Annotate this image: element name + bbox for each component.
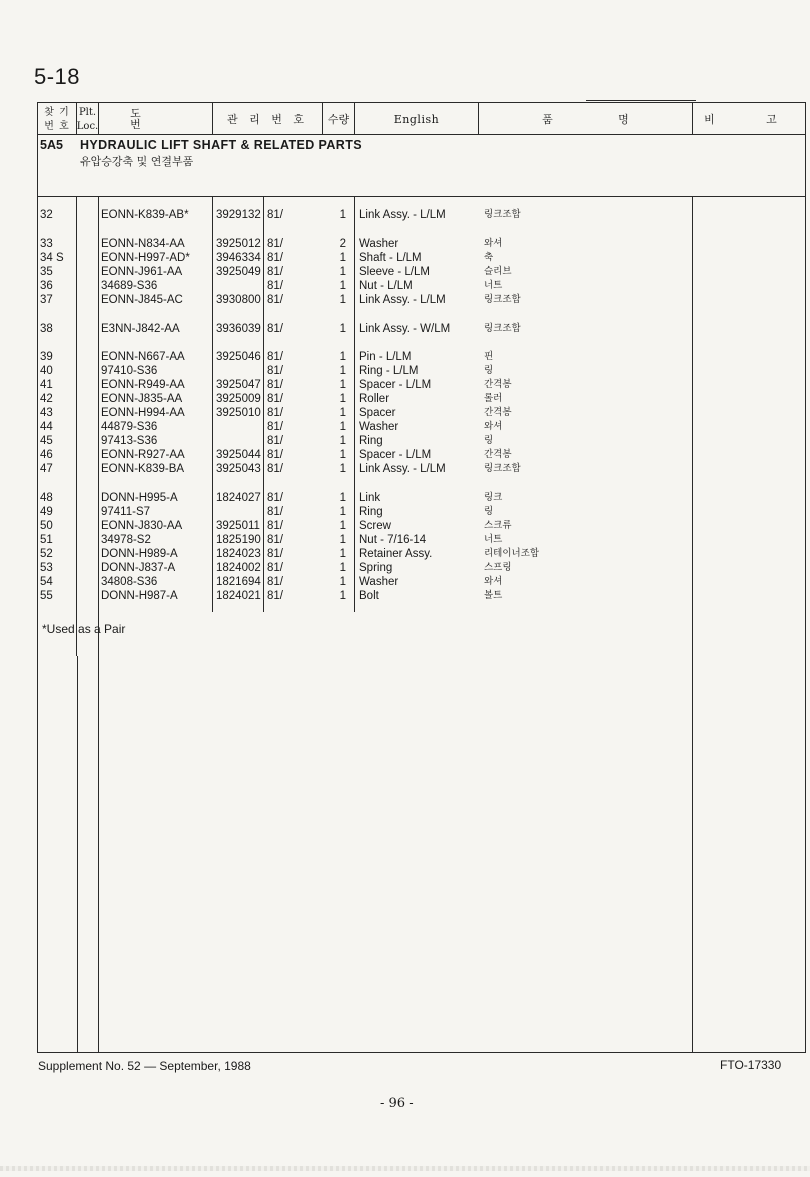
ref-number: 47 bbox=[40, 463, 53, 475]
quantity: 1 bbox=[339, 548, 346, 560]
quantity: 1 bbox=[339, 421, 346, 433]
english-name: Screw bbox=[359, 520, 391, 532]
english-name: Washer bbox=[359, 576, 399, 588]
quantity: 1 bbox=[339, 463, 346, 475]
part-number: EONN-J835-AA bbox=[101, 393, 183, 405]
quantity: 2 bbox=[339, 238, 346, 250]
mgmt-number: 3925012 bbox=[216, 238, 261, 250]
table-row bbox=[0, 364, 810, 378]
ref-number: 50 bbox=[40, 520, 53, 532]
part-number: 34689-S36 bbox=[101, 280, 158, 292]
ref-number: 33 bbox=[40, 238, 53, 250]
part-number: DONN-H987-A bbox=[101, 590, 178, 602]
english-name: Nut - 7/16-14 bbox=[359, 534, 427, 546]
english-name: Link Assy. - L/LM bbox=[359, 294, 446, 306]
english-name: Bolt bbox=[359, 590, 379, 602]
quantity: 1 bbox=[339, 506, 346, 518]
scan-artifact bbox=[0, 1166, 810, 1171]
mgmt-suffix: 81/ bbox=[267, 379, 283, 391]
ref-number: 45 bbox=[40, 435, 53, 447]
quantity: 1 bbox=[339, 435, 346, 447]
part-number: 97413-S36 bbox=[101, 435, 158, 447]
ref-number: 54 bbox=[40, 576, 53, 588]
section-divider bbox=[37, 196, 806, 197]
ref-number: 55 bbox=[40, 590, 53, 602]
body-col-divider bbox=[77, 656, 78, 1053]
ref-number: 37 bbox=[40, 294, 53, 306]
mgmt-suffix: 81/ bbox=[267, 280, 283, 292]
table-row bbox=[0, 392, 810, 406]
english-name: Link Assy. - L/LM bbox=[359, 463, 446, 475]
document-number: FTO-17330 bbox=[720, 1058, 782, 1072]
mgmt-number: 1821694 bbox=[216, 576, 261, 588]
ref-number: 51 bbox=[40, 534, 53, 546]
quantity: 1 bbox=[339, 365, 346, 377]
mgmt-suffix: 81/ bbox=[267, 449, 283, 461]
ref-number: 53 bbox=[40, 562, 53, 574]
table-row bbox=[0, 533, 810, 547]
korean-name: 간격봉 bbox=[484, 407, 512, 418]
part-number: EONN-R927-AA bbox=[101, 449, 185, 461]
part-number: DONN-J837-A bbox=[101, 562, 176, 574]
english-name: Washer bbox=[359, 238, 399, 250]
mgmt-number: 1825190 bbox=[216, 534, 261, 546]
ref-number: 34 S bbox=[40, 252, 64, 264]
table-row bbox=[0, 251, 810, 265]
part-number: EONN-H997-AD* bbox=[101, 252, 190, 264]
mgmt-suffix: 81/ bbox=[267, 492, 283, 504]
table-row bbox=[0, 434, 810, 448]
ref-number: 40 bbox=[40, 365, 53, 377]
ref-number: 39 bbox=[40, 351, 53, 363]
korean-name: 핀 bbox=[484, 351, 494, 362]
mgmt-number: 3925043 bbox=[216, 463, 261, 475]
korean-name: 너트 bbox=[484, 280, 503, 291]
table-row bbox=[0, 208, 810, 222]
quantity: 1 bbox=[339, 562, 346, 574]
pair-note: *Used as a Pair bbox=[42, 622, 126, 636]
korean-name: 롤러 bbox=[484, 393, 503, 404]
header-remarks-b: 고 bbox=[766, 112, 778, 126]
ref-number: 48 bbox=[40, 492, 53, 504]
table-row bbox=[0, 350, 810, 364]
header-ref bbox=[38, 104, 76, 134]
mgmt-suffix: 81/ bbox=[267, 393, 283, 405]
english-name: Ring - L/LM bbox=[359, 365, 419, 377]
korean-name: 간격봉 bbox=[484, 379, 512, 390]
mgmt-number: 3925044 bbox=[216, 449, 261, 461]
header-remarks-a: 비 bbox=[704, 112, 716, 126]
table-row bbox=[0, 505, 810, 519]
part-number: EONN-N667-AA bbox=[101, 351, 185, 363]
table-row bbox=[0, 462, 810, 476]
page-label: 5-18 bbox=[34, 64, 81, 89]
mgmt-number: 3925009 bbox=[216, 393, 261, 405]
part-number: E3NN-J842-AA bbox=[101, 323, 180, 335]
header-korean-a: 품 bbox=[542, 112, 554, 126]
mgmt-suffix: 81/ bbox=[267, 421, 283, 433]
ref-number: 35 bbox=[40, 266, 53, 278]
section-title: HYDRAULIC LIFT SHAFT & RELATED PARTS bbox=[80, 138, 362, 152]
english-name: Roller bbox=[359, 393, 390, 405]
mgmt-suffix: 81/ bbox=[267, 252, 283, 264]
mgmt-suffix: 81/ bbox=[267, 506, 283, 518]
korean-name: 링 bbox=[484, 506, 494, 517]
english-name: Retainer Assy. bbox=[359, 548, 433, 560]
table-row bbox=[0, 547, 810, 561]
ref-number: 36 bbox=[40, 280, 53, 292]
ref-number: 32 bbox=[40, 209, 53, 221]
mgmt-suffix: 81/ bbox=[267, 266, 283, 278]
header-plt bbox=[77, 104, 98, 134]
part-number: EONN-H994-AA bbox=[101, 407, 185, 419]
mgmt-number: 3925047 bbox=[216, 379, 261, 391]
quantity: 1 bbox=[339, 576, 346, 588]
part-number: DONN-H989-A bbox=[101, 548, 178, 560]
mgmt-suffix: 81/ bbox=[267, 351, 283, 363]
part-number: DONN-H995-A bbox=[101, 492, 178, 504]
quantity: 1 bbox=[339, 266, 346, 278]
mgmt-number: 1824023 bbox=[216, 548, 261, 560]
korean-name: 링크조합 bbox=[484, 463, 521, 474]
part-number: EONN-J845-AC bbox=[101, 294, 183, 306]
quantity: 1 bbox=[339, 351, 346, 363]
part-number: EONN-R949-AA bbox=[101, 379, 185, 391]
mgmt-number: 1824021 bbox=[216, 590, 261, 602]
part-number: EONN-N834-AA bbox=[101, 238, 185, 250]
supplement-footer: Supplement No. 52 — September, 1988 bbox=[38, 1059, 251, 1073]
header-top-mark bbox=[586, 100, 696, 101]
english-name: Ring bbox=[359, 435, 383, 447]
quantity: 1 bbox=[339, 449, 346, 461]
quantity: 1 bbox=[339, 534, 346, 546]
korean-name: 와셔 bbox=[484, 576, 503, 587]
header-col-divider bbox=[478, 102, 479, 134]
mgmt-number: 3925010 bbox=[216, 407, 261, 419]
table-row bbox=[0, 575, 810, 589]
ref-number: 46 bbox=[40, 449, 53, 461]
part-number: 34978-S2 bbox=[101, 534, 151, 546]
header-ref-line2: 번 호 bbox=[44, 120, 70, 132]
header-korean-b: 명 bbox=[618, 112, 630, 126]
english-name: Link Assy. - L/LM bbox=[359, 209, 446, 221]
part-number: 44879-S36 bbox=[101, 421, 158, 433]
mgmt-number: 1824027 bbox=[216, 492, 261, 504]
part-number: 97411-S7 bbox=[101, 506, 151, 518]
korean-name: 링크조합 bbox=[484, 209, 521, 220]
page-number: - 96 - bbox=[380, 1096, 414, 1111]
section-subtitle: 유압승강축 및 연결부품 bbox=[80, 155, 194, 168]
korean-name: 리테이너조합 bbox=[484, 548, 540, 559]
english-name: Spacer - L/LM bbox=[359, 449, 432, 461]
mgmt-number: 3930800 bbox=[216, 294, 261, 306]
part-number: 97410-S36 bbox=[101, 365, 158, 377]
korean-name: 축 bbox=[484, 252, 494, 263]
korean-name: 간격봉 bbox=[484, 449, 512, 460]
table-row bbox=[0, 420, 810, 434]
quantity: 1 bbox=[339, 492, 346, 504]
ref-number: 43 bbox=[40, 407, 53, 419]
mgmt-number: 3946334 bbox=[216, 252, 261, 264]
mgmt-suffix: 81/ bbox=[267, 562, 283, 574]
english-name: Spacer bbox=[359, 407, 396, 419]
korean-name: 슬리브 bbox=[484, 266, 512, 277]
header-plt-line2: Loc. bbox=[76, 120, 99, 132]
quantity: 1 bbox=[339, 323, 346, 335]
english-name: Spacer - L/LM bbox=[359, 379, 432, 391]
ref-number: 41 bbox=[40, 379, 53, 391]
table-row bbox=[0, 265, 810, 279]
english-name: Link bbox=[359, 492, 381, 504]
mgmt-suffix: 81/ bbox=[267, 548, 283, 560]
mgmt-suffix: 81/ bbox=[267, 365, 283, 377]
korean-name: 링크조합 bbox=[484, 323, 521, 334]
korean-name: 스프링 bbox=[484, 562, 512, 573]
table-row bbox=[0, 561, 810, 575]
ref-number: 42 bbox=[40, 393, 53, 405]
mgmt-suffix: 81/ bbox=[267, 238, 283, 250]
korean-name: 링 bbox=[484, 365, 494, 376]
korean-name: 스크류 bbox=[484, 520, 512, 531]
part-number: EONN-J830-AA bbox=[101, 520, 183, 532]
mgmt-number: 3936039 bbox=[216, 323, 261, 335]
mgmt-suffix: 81/ bbox=[267, 520, 283, 532]
mgmt-suffix: 81/ bbox=[267, 576, 283, 588]
table-row bbox=[0, 322, 810, 336]
table-row bbox=[0, 378, 810, 392]
ref-number: 44 bbox=[40, 421, 53, 433]
english-name: Nut - L/LM bbox=[359, 280, 413, 292]
quantity: 1 bbox=[339, 252, 346, 264]
ref-number: 38 bbox=[40, 323, 53, 335]
mgmt-suffix: 81/ bbox=[267, 463, 283, 475]
quantity: 1 bbox=[339, 407, 346, 419]
quantity: 1 bbox=[339, 280, 346, 292]
section-code: 5A5 bbox=[40, 138, 63, 152]
korean-name: 링크 bbox=[484, 492, 503, 503]
header-mgmt: 관 리 번 호 bbox=[227, 112, 308, 126]
mgmt-suffix: 81/ bbox=[267, 323, 283, 335]
table-row bbox=[0, 406, 810, 420]
english-name: Washer bbox=[359, 421, 399, 433]
korean-name: 링 bbox=[484, 435, 494, 446]
part-number: EONN-K839-BA bbox=[101, 463, 185, 475]
table-row bbox=[0, 491, 810, 505]
korean-name: 와셔 bbox=[484, 421, 503, 432]
quantity: 1 bbox=[339, 520, 346, 532]
table-row bbox=[0, 293, 810, 307]
mgmt-suffix: 81/ bbox=[267, 407, 283, 419]
mgmt-number: 3925011 bbox=[216, 520, 260, 532]
english-name: Pin - L/LM bbox=[359, 351, 412, 363]
quantity: 1 bbox=[339, 209, 346, 221]
mgmt-number: 3925046 bbox=[216, 351, 261, 363]
mgmt-number: 3925049 bbox=[216, 266, 261, 278]
korean-name: 볼트 bbox=[484, 590, 503, 601]
quantity: 1 bbox=[339, 379, 346, 391]
korean-name: 링크조합 bbox=[484, 294, 521, 305]
table-row bbox=[0, 279, 810, 293]
ref-number: 52 bbox=[40, 548, 53, 560]
part-number: EONN-J961-AA bbox=[101, 266, 183, 278]
mgmt-number: 1824002 bbox=[216, 562, 261, 574]
english-name: Shaft - L/LM bbox=[359, 252, 422, 264]
header-col-divider bbox=[692, 102, 693, 134]
quantity: 1 bbox=[339, 393, 346, 405]
header-english: English bbox=[393, 112, 440, 126]
header-divider bbox=[37, 134, 806, 135]
part-number: 34808-S36 bbox=[101, 576, 158, 588]
table-row bbox=[0, 589, 810, 603]
english-name: Spring bbox=[359, 562, 393, 574]
quantity: 1 bbox=[339, 294, 346, 306]
table-row bbox=[0, 237, 810, 251]
part-number: EONN-K839-AB* bbox=[101, 209, 189, 221]
english-name: Link Assy. - W/LM bbox=[359, 323, 451, 335]
mgmt-suffix: 81/ bbox=[267, 209, 283, 221]
english-name: Sleeve - L/LM bbox=[359, 266, 430, 278]
korean-name: 와셔 bbox=[484, 238, 503, 249]
header-qty: 수량 bbox=[327, 112, 350, 126]
header-ref-line1: 찾 기 bbox=[44, 106, 70, 118]
table-row bbox=[0, 519, 810, 533]
mgmt-suffix: 81/ bbox=[267, 534, 283, 546]
mgmt-suffix: 81/ bbox=[267, 435, 283, 447]
header-drawing: 도 번 bbox=[130, 107, 181, 131]
korean-name: 너트 bbox=[484, 534, 503, 545]
table-row bbox=[0, 448, 810, 462]
english-name: Ring bbox=[359, 506, 383, 518]
ref-number: 49 bbox=[40, 506, 53, 518]
quantity: 1 bbox=[339, 590, 346, 602]
mgmt-suffix: 81/ bbox=[267, 590, 283, 602]
mgmt-suffix: 81/ bbox=[267, 294, 283, 306]
mgmt-number: 3929132 bbox=[216, 209, 261, 221]
header-plt-line1: Plt. bbox=[78, 106, 97, 118]
